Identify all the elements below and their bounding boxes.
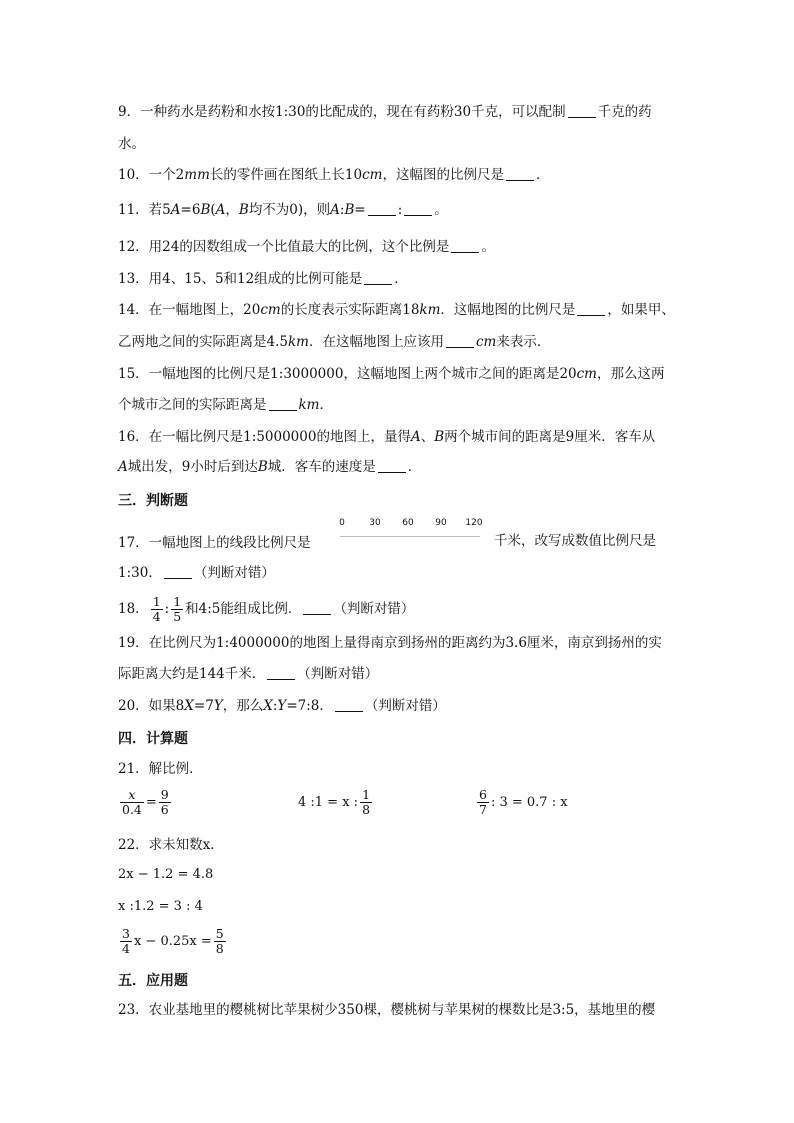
question-text: : bbox=[397, 202, 403, 218]
question-13 bbox=[118, 269, 678, 289]
fraction bbox=[120, 788, 144, 817]
equation-text: x − 0.25x = bbox=[133, 934, 212, 949]
question-text: 长的零件画在图纸上长10 bbox=[209, 167, 363, 183]
numerator: 9 bbox=[160, 787, 169, 802]
question-text: ．这幅地图的比例尺是 bbox=[440, 302, 576, 318]
numerator: 1 bbox=[362, 787, 371, 802]
question-text: 两个城市间的距离是9厘米．客车从 bbox=[444, 429, 656, 445]
question-text: 城出发，9小时后到达 bbox=[127, 459, 258, 475]
equation-21-2 bbox=[298, 788, 374, 817]
question-16-cont bbox=[118, 457, 678, 477]
answer-blank[interactable] bbox=[364, 270, 392, 285]
equation-22-3 bbox=[118, 927, 228, 956]
question-16 bbox=[118, 427, 678, 447]
question-text: ． bbox=[407, 459, 422, 475]
fraction bbox=[159, 788, 171, 817]
unit: km bbox=[298, 397, 320, 413]
answer-blank[interactable] bbox=[577, 301, 605, 316]
question-text: （判断对错） bbox=[297, 666, 379, 682]
unit: km bbox=[419, 302, 441, 318]
question-17-right bbox=[494, 531, 684, 551]
unit: km bbox=[287, 334, 309, 350]
question-text: 城．客车的速度是 bbox=[267, 459, 376, 475]
question-19-cont bbox=[118, 664, 678, 684]
question-12 bbox=[118, 237, 678, 257]
scale-tick-label: 60 bbox=[402, 518, 414, 528]
fraction bbox=[360, 788, 372, 817]
variable: A bbox=[410, 429, 421, 445]
question-10 bbox=[118, 165, 678, 185]
question-text: ．在这幅地图上应该用 bbox=[308, 334, 444, 350]
question-9 bbox=[118, 102, 678, 122]
question-text: = bbox=[354, 202, 366, 218]
denominator: 4 bbox=[152, 609, 161, 624]
denominator: 5 bbox=[173, 609, 182, 624]
question-text: ( bbox=[210, 202, 216, 218]
fraction bbox=[120, 927, 132, 956]
answer-blank[interactable] bbox=[164, 564, 192, 579]
question-text: 乙两地之间的实际距离是4.5 bbox=[118, 334, 288, 350]
numerator: 1 bbox=[173, 594, 182, 609]
variable: A bbox=[330, 202, 340, 218]
fraction bbox=[214, 927, 226, 956]
answer-blank[interactable] bbox=[368, 201, 396, 216]
unit: cm bbox=[362, 167, 383, 183]
question-text: （判断对错） bbox=[193, 565, 275, 581]
question-text: ，这幅图的比例尺是 bbox=[382, 167, 504, 183]
equation-21-3 bbox=[475, 788, 568, 817]
question-text: （判断对错） bbox=[333, 601, 415, 617]
question-text: 10．一个2 bbox=[118, 167, 185, 183]
question-text: =7 bbox=[193, 698, 214, 714]
question-text: （判断对错） bbox=[364, 698, 446, 714]
question-text: 19．在比例尺为1:4000000的地图上量得南京到扬州的距离约为3.6厘米，南京到扬州的实 bbox=[118, 635, 662, 651]
question-text: 、 bbox=[420, 429, 435, 445]
question-21-title: 21．解比例． bbox=[118, 761, 203, 777]
question-text: 来表示． bbox=[496, 334, 551, 350]
denominator: 7 bbox=[479, 802, 487, 817]
question-text: ． bbox=[319, 397, 333, 413]
scale-tick-label: 90 bbox=[435, 518, 447, 528]
unit: cm bbox=[576, 366, 597, 382]
question-14-cont bbox=[118, 332, 678, 352]
unit: cm bbox=[260, 302, 281, 318]
question-text: ． bbox=[535, 167, 550, 183]
question-text: : bbox=[339, 202, 345, 218]
answer-blank[interactable] bbox=[404, 201, 432, 216]
unit: mm bbox=[184, 167, 210, 183]
denominator: 6 bbox=[160, 802, 169, 817]
question-text: 20．如果8 bbox=[118, 698, 185, 714]
denominator: 8 bbox=[362, 802, 371, 817]
question-text: : bbox=[164, 601, 170, 617]
question-text: 际距离大约是144千米． bbox=[118, 666, 266, 682]
answer-blank[interactable] bbox=[451, 238, 479, 253]
answer-blank[interactable] bbox=[303, 600, 331, 615]
question-22-title: 22．求未知数x． bbox=[118, 837, 224, 853]
question-20 bbox=[118, 696, 678, 716]
question-text: 16．在一幅比例尺是1:5000000的地图上，量得 bbox=[118, 429, 411, 445]
answer-blank[interactable] bbox=[267, 665, 295, 680]
variable: B bbox=[344, 202, 355, 218]
equation-22-1: 2x − 1.2 = 4.8 bbox=[118, 867, 214, 882]
question-11 bbox=[118, 200, 678, 220]
question-text: ，那么 bbox=[222, 698, 264, 714]
question-text: 1:30． bbox=[118, 565, 162, 581]
question-19 bbox=[118, 633, 678, 653]
question-text: 23．农业基地里的樱桃树比苹果树少350棵，樱桃树与苹果树的棵数比是3:5，基地里的樱 bbox=[118, 1002, 656, 1018]
variable: B bbox=[200, 202, 211, 218]
question-9-cont bbox=[118, 134, 678, 154]
numerator: x bbox=[120, 788, 144, 803]
numerator: 3 bbox=[122, 926, 130, 941]
answer-blank[interactable] bbox=[269, 396, 297, 411]
question-text: 。 bbox=[434, 202, 448, 218]
question-text: ， bbox=[225, 202, 239, 218]
question-text: 12．用24的因数组成一个比值最大的比例，这个比例是 bbox=[118, 239, 450, 255]
answer-blank[interactable] bbox=[378, 458, 406, 473]
question-18 bbox=[118, 594, 678, 624]
numerator: 1 bbox=[152, 594, 161, 609]
variable: B bbox=[434, 429, 445, 445]
question-text: ，如果甲、 bbox=[607, 302, 675, 318]
variable: X bbox=[263, 698, 273, 714]
question-17-cont bbox=[118, 563, 678, 583]
section-heading: 五．应用题 bbox=[118, 973, 188, 989]
variable: A bbox=[215, 202, 226, 218]
question-15 bbox=[118, 364, 678, 384]
question-text: 的长度表示实际距离18 bbox=[280, 302, 420, 318]
equation-text: 4 :1 = x : bbox=[298, 795, 359, 810]
answer-blank[interactable] bbox=[506, 166, 534, 181]
fraction bbox=[151, 595, 163, 624]
question-text: 14．在一幅地图上，20 bbox=[118, 302, 261, 318]
variable: A bbox=[170, 202, 181, 218]
answer-blank[interactable] bbox=[446, 333, 474, 348]
variable: B bbox=[238, 202, 249, 218]
question-14 bbox=[118, 300, 678, 320]
question-text: =6 bbox=[180, 202, 201, 218]
question-text: 千米，改写成数值比例尺是 bbox=[494, 533, 656, 549]
question-text: 18． bbox=[118, 601, 149, 617]
denominator: 4 bbox=[122, 941, 130, 956]
question-text: 水。 bbox=[118, 136, 145, 152]
question-text: 千克的药 bbox=[597, 104, 652, 120]
denominator: 8 bbox=[215, 941, 224, 956]
question-23 bbox=[118, 1000, 678, 1020]
question-text: 15．一幅地图的比例尺是1:3000000，这幅地图上两个城市之间的距离是20 bbox=[118, 366, 577, 382]
question-text: 9．一种药水是药粉和水按1:30的比配成的，现在有药粉30千克，可以配制 bbox=[118, 104, 566, 120]
question-text: 个城市之间的实际距离是 bbox=[118, 397, 267, 413]
section-heading: 四．计算题 bbox=[118, 731, 188, 747]
scale-tick-label: 30 bbox=[369, 518, 381, 528]
question-text: 11．若5 bbox=[118, 202, 171, 218]
equation-21-1 bbox=[118, 788, 173, 817]
question-text: : bbox=[272, 698, 278, 714]
question-15-cont bbox=[118, 395, 678, 415]
question-text: ． bbox=[394, 271, 408, 287]
section-heading: 三．判断题 bbox=[118, 493, 188, 509]
question-text: 均不为0)，则 bbox=[248, 202, 331, 218]
question-text: ，那么这两 bbox=[597, 366, 665, 382]
scale-tick-label: 0 bbox=[339, 518, 345, 528]
numerator: 6 bbox=[479, 787, 487, 802]
question-text: 和4:5能组成比例． bbox=[185, 601, 302, 617]
answer-blank[interactable] bbox=[568, 103, 596, 118]
question-text: 17．一幅地图上的线段比例尺是 bbox=[118, 535, 311, 551]
unit: cm bbox=[475, 334, 497, 350]
equation-text: = bbox=[145, 795, 157, 810]
equation-text: : 3 = 0.7 : x bbox=[490, 795, 568, 810]
variable: B bbox=[257, 459, 268, 475]
answer-blank[interactable] bbox=[335, 697, 363, 712]
variable: A bbox=[118, 459, 128, 475]
denominator: 0.4 bbox=[122, 802, 142, 817]
question-text: 13．用4、15、5和12组成的比例可能是 bbox=[118, 271, 363, 287]
question-text: 。 bbox=[481, 239, 495, 255]
variable: Y bbox=[213, 698, 223, 714]
fraction bbox=[477, 788, 489, 817]
fraction bbox=[171, 595, 183, 624]
variable: Y bbox=[277, 698, 287, 714]
variable: X bbox=[184, 698, 194, 714]
scale-tick-label: 120 bbox=[465, 518, 483, 528]
equation-22-2: x :1.2 = 3 : 4 bbox=[118, 899, 203, 914]
numerator: 5 bbox=[215, 926, 224, 941]
question-text: =7:8． bbox=[286, 698, 333, 714]
